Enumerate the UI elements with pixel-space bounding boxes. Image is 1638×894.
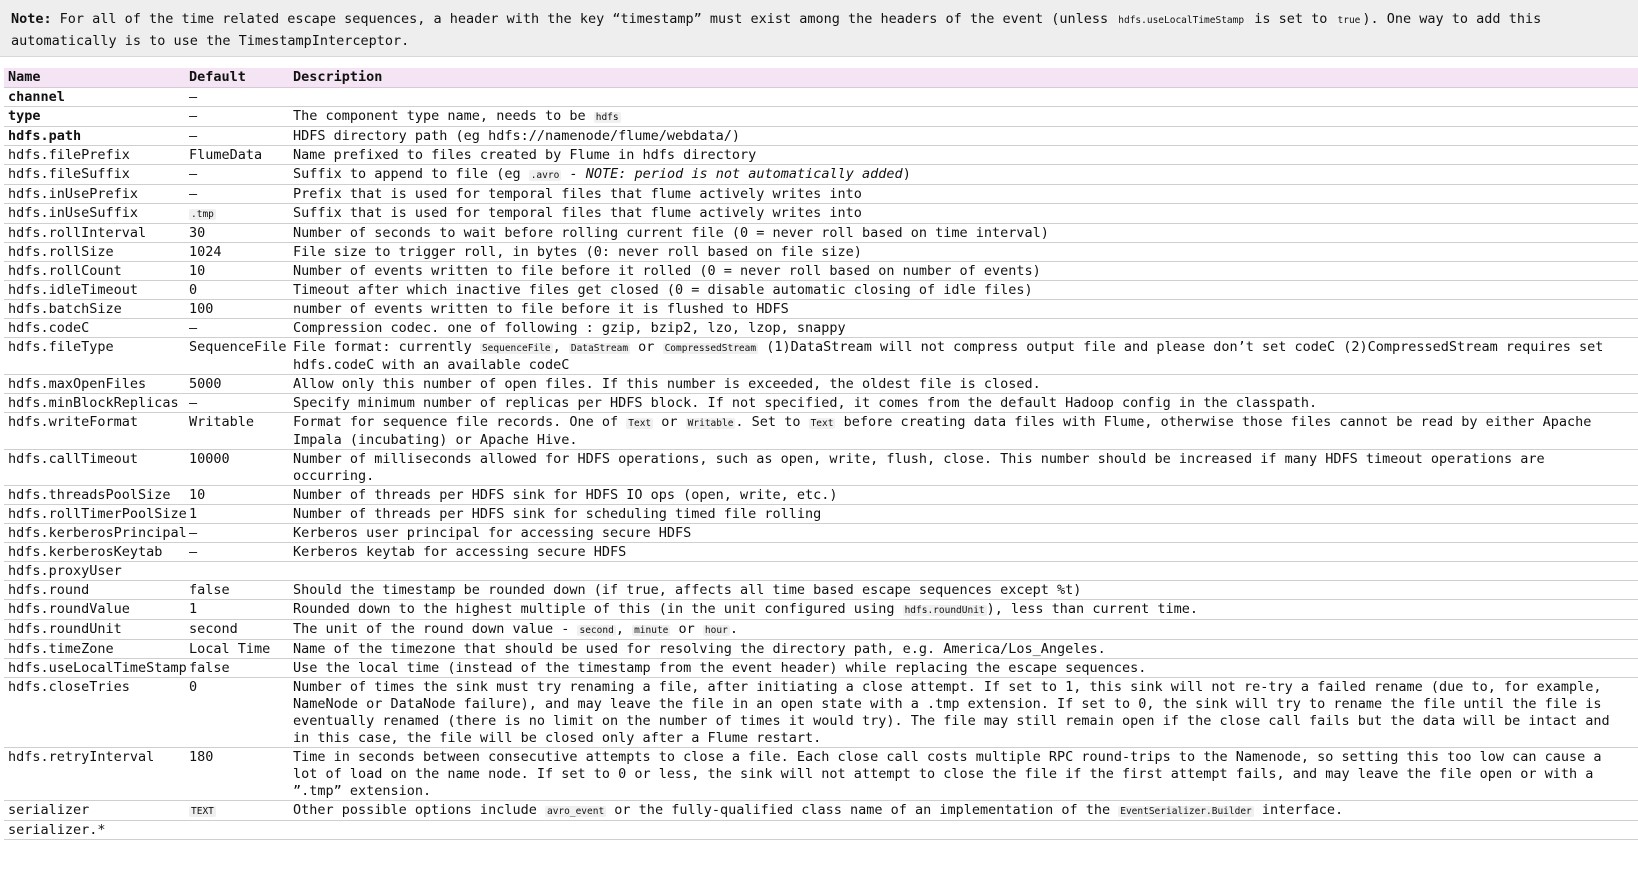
param-default: 1	[185, 600, 289, 620]
desc-text: before creating data files with Flume, otherwise those files cannot be read by either Apache Impala (incubating) or Apache Hive.	[293, 414, 1592, 448]
desc-text: Format for sequence file records. One of	[293, 414, 627, 430]
note-text-after: ). One way to add this automatically is to use the TimestampInterceptor.	[11, 11, 1542, 49]
param-description	[289, 524, 1638, 543]
table-row	[4, 659, 1638, 678]
table-row	[4, 581, 1638, 600]
table-row	[4, 620, 1638, 640]
desc-text: number of events written to file before it is flushed to HDFS	[293, 301, 789, 317]
desc-code: hdfs.roundUnit	[904, 605, 985, 616]
table-row	[4, 243, 1638, 262]
desc-text: The unit of the round down value -	[293, 621, 578, 637]
hdfs-sink-parameters-table	[4, 68, 1638, 840]
param-default: –	[185, 319, 289, 338]
table-row	[4, 375, 1638, 394]
param-description	[289, 620, 1638, 640]
table-row	[4, 281, 1638, 300]
desc-code: Text	[628, 418, 652, 429]
desc-text: Prefix that is used for temporal files that flume actively writes into	[293, 186, 862, 202]
note-label: Note:	[11, 11, 52, 27]
desc-italic: - NOTE: period is not automatically added	[561, 166, 903, 182]
param-default: false	[185, 659, 289, 678]
desc-text: Suffix that is used for temporal files that flume actively writes into	[293, 205, 862, 221]
param-description	[289, 165, 1638, 185]
table-row	[4, 486, 1638, 505]
desc-text: or the fully-qualified class name of an implementation of the	[606, 802, 1119, 818]
table-row	[4, 543, 1638, 562]
table-row	[4, 801, 1638, 821]
param-name: hdfs.timeZone	[4, 640, 185, 659]
table-row	[4, 678, 1638, 748]
note-text-before: For all of the time related escape sequences, a header with the key “timestamp” must exist among the headers of the event (unless	[59, 11, 1117, 27]
param-description	[289, 505, 1638, 524]
param-name: hdfs.roundValue	[4, 600, 185, 620]
table-row	[4, 146, 1638, 165]
desc-code: CompressedStream	[664, 343, 757, 354]
param-name: serializer	[4, 801, 185, 821]
param-description	[289, 413, 1638, 450]
table-row	[4, 224, 1638, 243]
desc-text: Other possible options include	[293, 802, 545, 818]
param-default: –	[185, 88, 289, 107]
param-name: serializer.*	[4, 821, 185, 840]
table-row	[4, 127, 1638, 146]
table-row	[4, 300, 1638, 319]
param-name: hdfs.minBlockReplicas	[4, 394, 185, 413]
desc-text: Kerberos keytab for accessing secure HDFS	[293, 544, 627, 560]
param-name: hdfs.useLocalTimeStamp	[4, 659, 185, 678]
param-default: 10000	[185, 450, 289, 486]
table-row	[4, 394, 1638, 413]
param-default: Local Time	[185, 640, 289, 659]
param-default: –	[185, 394, 289, 413]
table-row	[4, 524, 1638, 543]
param-name: hdfs.proxyUser	[4, 562, 185, 581]
desc-text: Number of times the sink must try renaming a file, after initiating a close attempt. If set to 1, this sink will not re-try a failed rename (due to, for example, NameNode or DataNode failure), and may leave the file in an open state with a .tmp extension. If set to 0, the sink will try to rename the file until the file is eventually renamed (there is no limit on the number of times it would try). The file may still remain open if the close call fails but the data will be intact and in this case, the file will be closed only after a Flume restart.	[293, 679, 1610, 746]
table-row	[4, 748, 1638, 801]
header-description: Description	[289, 68, 1638, 88]
param-description	[289, 394, 1638, 413]
desc-code: DataStream	[570, 343, 629, 354]
header-name: Name	[4, 68, 185, 88]
desc-text: Number of threads per HDFS sink for HDFS IO ops (open, write, etc.)	[293, 487, 838, 503]
desc-text: Kerberos user principal for accessing secure HDFS	[293, 525, 692, 541]
table-row	[4, 107, 1638, 127]
desc-text: )	[902, 166, 911, 182]
param-default: false	[185, 581, 289, 600]
param-name: hdfs.fileType	[4, 338, 185, 375]
param-name: hdfs.kerberosKeytab	[4, 543, 185, 562]
desc-text: or	[670, 621, 703, 637]
param-default: 10	[185, 486, 289, 505]
param-description	[289, 262, 1638, 281]
param-name: hdfs.path	[4, 127, 185, 146]
table-header-row	[4, 68, 1638, 88]
param-description	[289, 801, 1638, 821]
param-name: type	[4, 107, 185, 127]
param-default: 0	[185, 678, 289, 748]
desc-text: (1)DataStream will not compress output file and please don’t set codeC (2)CompressedStream requires set hdfs.codeC with an available codeC	[293, 339, 1604, 373]
desc-code: second	[579, 625, 614, 636]
param-description	[289, 338, 1638, 375]
table-row	[4, 821, 1638, 840]
desc-text: Timeout after which inactive files get closed (0 = disable automatic closing of idle files)	[293, 282, 1033, 298]
param-description	[289, 224, 1638, 243]
param-default: 1	[185, 505, 289, 524]
desc-text: Suffix to append to file (eg	[293, 166, 529, 182]
param-default	[185, 821, 289, 840]
param-name: hdfs.inUsePrefix	[4, 185, 185, 204]
desc-code: hdfs	[595, 112, 619, 123]
desc-text: Use the local time (instead of the timestamp from the event header) while replacing the escape sequences.	[293, 660, 1147, 676]
param-name: hdfs.maxOpenFiles	[4, 375, 185, 394]
desc-code: .avro	[530, 170, 560, 181]
param-name: hdfs.codeC	[4, 319, 185, 338]
desc-code: Writable	[687, 418, 734, 429]
note-box	[0, 0, 1638, 57]
param-name: hdfs.rollTimerPoolSize	[4, 505, 185, 524]
param-name: hdfs.closeTries	[4, 678, 185, 748]
param-name: hdfs.threadsPoolSize	[4, 486, 185, 505]
param-default: second	[185, 620, 289, 640]
param-default	[185, 204, 289, 224]
table-row	[4, 262, 1638, 281]
param-default: FlumeData	[185, 146, 289, 165]
table-row	[4, 185, 1638, 204]
param-description	[289, 581, 1638, 600]
param-default: SequenceFile	[185, 338, 289, 375]
desc-text: HDFS directory path (eg hdfs://namenode/flume/webdata/)	[293, 128, 741, 144]
param-description	[289, 450, 1638, 486]
desc-text: .	[729, 621, 738, 637]
param-name: hdfs.batchSize	[4, 300, 185, 319]
param-name: hdfs.fileSuffix	[4, 165, 185, 185]
param-name: hdfs.roundUnit	[4, 620, 185, 640]
param-default: 10	[185, 262, 289, 281]
param-default	[185, 801, 289, 821]
param-description	[289, 185, 1638, 204]
param-description	[289, 600, 1638, 620]
table-row	[4, 600, 1638, 620]
desc-text: File format: currently	[293, 339, 480, 355]
param-description	[289, 486, 1638, 505]
desc-code: Text	[810, 418, 834, 429]
param-default: 30	[185, 224, 289, 243]
table-row	[4, 338, 1638, 375]
param-name: hdfs.round	[4, 581, 185, 600]
desc-text: Compression codec. one of following : gzip, bzip2, lzo, lzop, snappy	[293, 320, 846, 336]
table-body	[4, 88, 1638, 840]
note-code-true: true	[1337, 15, 1361, 26]
table-row	[4, 88, 1638, 107]
param-description	[289, 243, 1638, 262]
param-name: channel	[4, 88, 185, 107]
desc-text: Allow only this number of open files. If this number is exceeded, the oldest file is closed.	[293, 376, 1041, 392]
desc-code: EventSerializer.Builder	[1120, 806, 1252, 817]
param-default: 5000	[185, 375, 289, 394]
param-name: hdfs.rollSize	[4, 243, 185, 262]
param-default: 1024	[185, 243, 289, 262]
param-name: hdfs.writeFormat	[4, 413, 185, 450]
param-description	[289, 127, 1638, 146]
param-name: hdfs.retryInterval	[4, 748, 185, 801]
desc-text: . Set to	[735, 414, 809, 430]
desc-text: Rounded down to the highest multiple of this (in the unit configured using	[293, 601, 903, 617]
param-default: 180	[185, 748, 289, 801]
param-description	[289, 204, 1638, 224]
param-description	[289, 281, 1638, 300]
param-description	[289, 107, 1638, 127]
param-description	[289, 678, 1638, 748]
param-default: 100	[185, 300, 289, 319]
param-default: –	[185, 107, 289, 127]
param-default: –	[185, 127, 289, 146]
table-row	[4, 562, 1638, 581]
desc-text: ,	[615, 621, 633, 637]
desc-code: hour	[704, 625, 728, 636]
desc-text: The component type name, needs to be	[293, 108, 594, 124]
desc-text: Specify minimum number of replicas per HDFS block. If not specified, it comes from the default Hadoop config in the classpath.	[293, 395, 1318, 411]
table-row	[4, 204, 1638, 224]
desc-text: Name prefixed to files created by Flume in hdfs directory	[293, 147, 757, 163]
param-default-code: .tmp	[191, 209, 214, 220]
desc-text: Name of the timezone that should be used for resolving the directory path, e.g. America/Los_Angeles.	[293, 641, 1106, 657]
desc-code: minute	[634, 625, 669, 636]
param-description	[289, 319, 1638, 338]
param-name: hdfs.rollInterval	[4, 224, 185, 243]
desc-text: Should the timestamp be rounded down (if true, affects all time based escape sequences except %t)	[293, 582, 1082, 598]
param-name: hdfs.kerberosPrincipal	[4, 524, 185, 543]
desc-text: Number of milliseconds allowed for HDFS operations, such as open, write, flush, close. This number should be increased if many HDFS timeout operations are occurring.	[293, 451, 1545, 484]
param-default	[185, 562, 289, 581]
param-name: hdfs.callTimeout	[4, 450, 185, 486]
param-default: Writable	[185, 413, 289, 450]
desc-text: or	[630, 339, 663, 355]
param-default: –	[185, 543, 289, 562]
table-row	[4, 413, 1638, 450]
desc-text: Number of seconds to wait before rolling current file (0 = never roll based on time interval)	[293, 225, 1049, 241]
param-default-code: TEXT	[191, 806, 214, 817]
param-description	[289, 640, 1638, 659]
table-row	[4, 165, 1638, 185]
param-description	[289, 562, 1638, 581]
desc-text: Time in seconds between consecutive attempts to close a file. Each close call costs multiple RPC round-trips to the Namenode, so setting this too low can cause a lot of load on the name node. If set to 0 or less, the sink will not attempt to close the file if the first attempt fails, and may leave the file open or with a ”.tmp” extension.	[293, 749, 1602, 799]
param-description	[289, 375, 1638, 394]
param-name: hdfs.filePrefix	[4, 146, 185, 165]
param-description	[289, 543, 1638, 562]
param-default: 0	[185, 281, 289, 300]
desc-code: SequenceFile	[481, 343, 551, 354]
table-row	[4, 319, 1638, 338]
note-text-middle: is set to	[1246, 11, 1336, 27]
param-name: hdfs.rollCount	[4, 262, 185, 281]
param-default: –	[185, 165, 289, 185]
param-name: hdfs.inUseSuffix	[4, 204, 185, 224]
param-name: hdfs.idleTimeout	[4, 281, 185, 300]
desc-text: ,	[552, 339, 569, 355]
param-description	[289, 300, 1638, 319]
desc-text: File size to trigger roll, in bytes (0: never roll based on file size)	[293, 244, 862, 260]
param-description	[289, 659, 1638, 678]
desc-code: avro_event	[546, 806, 605, 817]
table-row	[4, 640, 1638, 659]
param-description	[289, 821, 1638, 840]
param-description	[289, 146, 1638, 165]
param-description	[289, 748, 1638, 801]
param-default: –	[185, 524, 289, 543]
table-row	[4, 450, 1638, 486]
desc-text: Number of threads per HDFS sink for scheduling timed file rolling	[293, 506, 822, 522]
header-default: Default	[185, 68, 289, 88]
desc-text: Number of events written to file before it rolled (0 = never roll based on number of events)	[293, 263, 1041, 279]
param-description	[289, 88, 1638, 107]
table-row	[4, 505, 1638, 524]
desc-text: ), less than current time.	[986, 601, 1198, 617]
desc-text: interface.	[1253, 802, 1344, 818]
desc-text: or	[653, 414, 686, 430]
param-default: –	[185, 185, 289, 204]
note-code-uselocaltimestamp: hdfs.useLocalTimeStamp	[1118, 15, 1245, 26]
